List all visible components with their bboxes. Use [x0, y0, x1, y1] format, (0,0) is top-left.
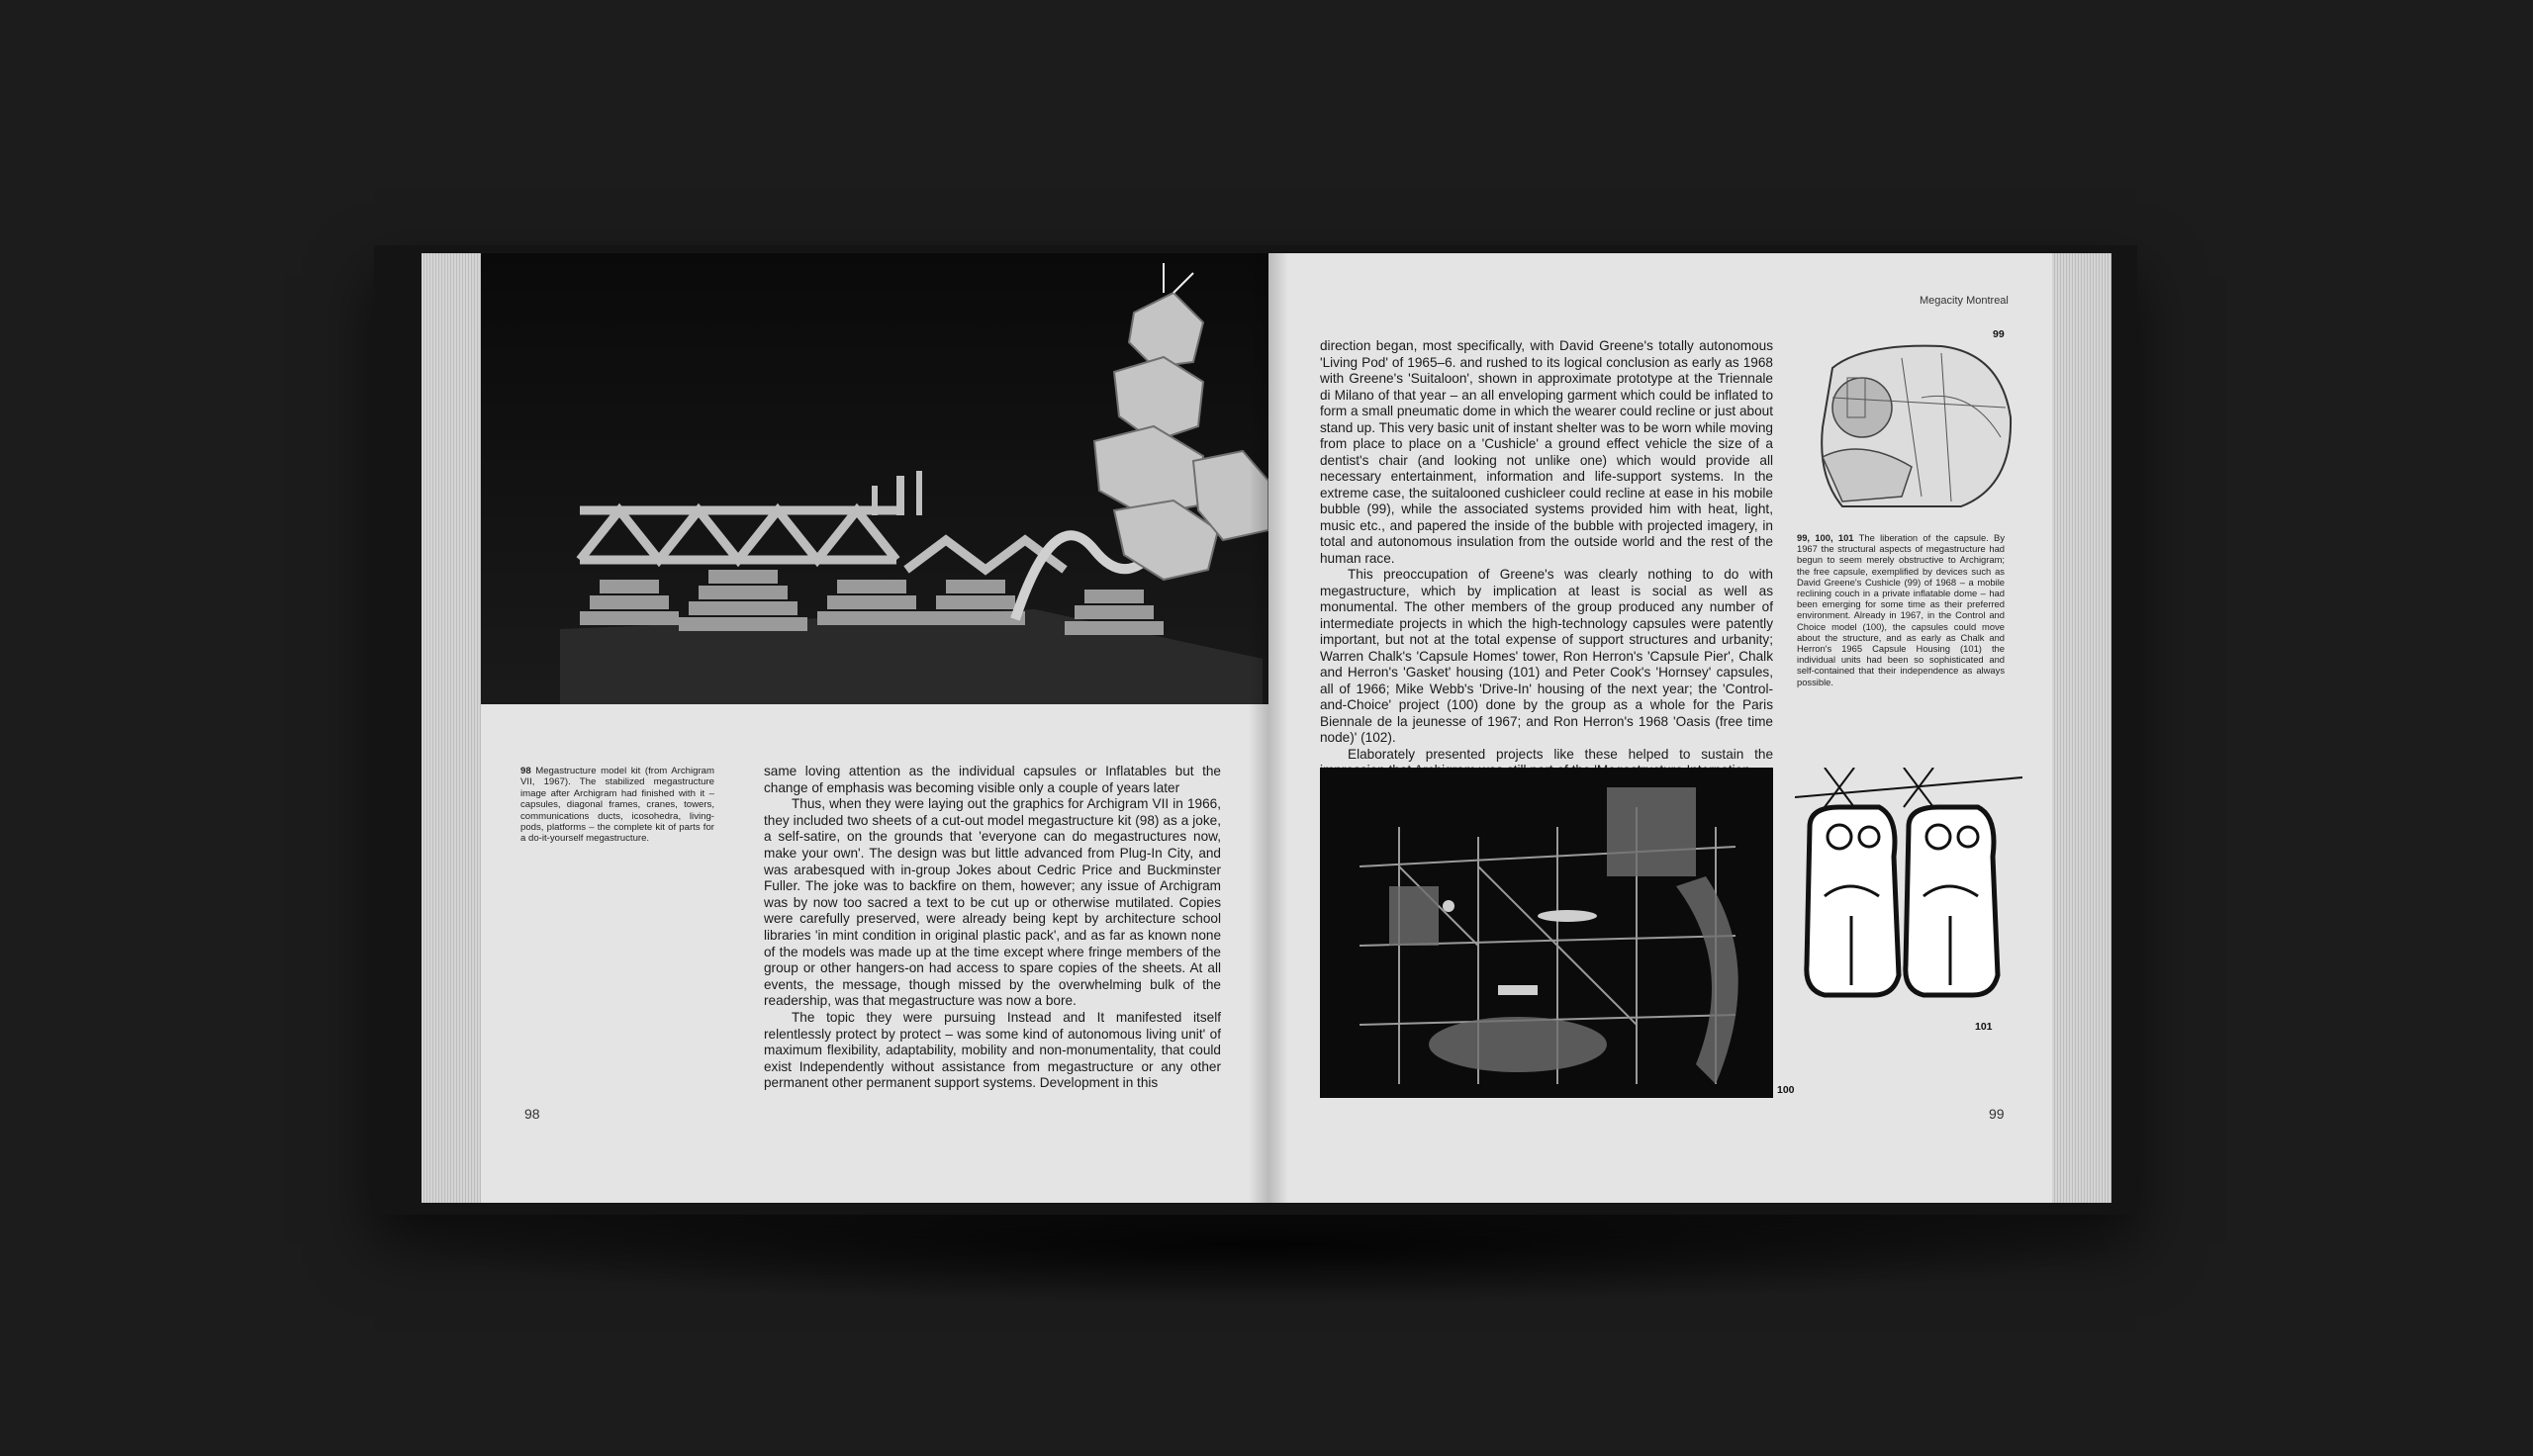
paragraph: This preoccupation of Greene's was clearly nothing to do with megastructure, which by implication at least is social as well as monumental. The other members of the group produced any number of intermediate projects in which the high-technology capsules were patently important, but not at the total expense of support structures and urbanity; Warren Chalk's 'Capsule Homes' tower, Ron Herron's 'Capsule Pier', Chalk and Herron's 'Gasket' housing (101) and Peter Cook's 'Hornsey' capsules, all of 1966; Mike Webb's 'Drive-In' housing of the next year; the 'Control-and-Choice' project (100) done by the group as a whole for the Paris Biennale de la jeunesse of 1967; and Ron Herron's 1968 'Oasis (free time node)' (102).	[1320, 567, 1773, 745]
capsule-housing-plan-drawing	[1795, 768, 2022, 1005]
paragraph: Elaborately presented projects like these helped to sustain the	[1348, 746, 1773, 762]
figure-100-label: 100	[1777, 1084, 1795, 1096]
right-page	[1268, 253, 2111, 1203]
figure-99-label: 99	[1993, 328, 2005, 340]
megastructure-model-illustration	[481, 253, 1268, 704]
page-number-left: 98	[524, 1106, 540, 1122]
running-head: Megacity Montreal	[1920, 295, 2009, 307]
book-gutter	[1249, 253, 1288, 1203]
control-and-choice-photo	[1320, 768, 1773, 1098]
caption-number: 99, 100, 101	[1797, 532, 1854, 543]
paragraph: same loving attention as the individual capsules or Inflatables but the change of emphasis was becoming visible only a couple of years later	[764, 764, 1221, 795]
megastructure-model-photo	[481, 253, 1268, 704]
left-page	[422, 253, 1268, 1203]
figure-101-label: 101	[1975, 1021, 1993, 1033]
left-page-edges	[422, 253, 481, 1203]
right-page-edges	[2052, 253, 2111, 1203]
control-and-choice-illustration	[1320, 768, 1773, 1098]
paragraph: The topic they were pursuing Instead and It manifested itself relentlessly protect by protect – was some kind of autonomous living unit' of maximum flexibility, adaptability, mobility and non-monumentality, that could exist Independently without assistance from megastructure or any other permanent other permanent support systems. Development in this	[764, 1009, 1221, 1091]
caption-text: The liberation of the capsule. By 1967 the structural aspects of megastructure had begun to seem merely obstructive to Archigram; the free capsule, exemplified by devices such as David Greene's Cushicle (99) of 1968 – a mobile reclining couch in a private inflatable dome – had been emerging for some time as their preferred environment. Already in 1967, in the Control and Choice model (100), the capsules could move about the structure, and as early as Chalk and Herron's 1965 Capsule Housing (101) the individual units had been so sophisticated and self-contained that their independence as always possible.	[1797, 532, 2006, 687]
left-body-text	[764, 764, 1221, 1092]
page-number-right: 99	[1989, 1106, 2005, 1122]
caption-number: 98	[520, 766, 531, 776]
cushicle-plan-drawing	[1803, 338, 2020, 516]
figure-98-caption	[520, 766, 714, 845]
figures-99-101-caption	[1797, 532, 2005, 687]
paragraph: direction began, most specifically, with David Greene's totally autonomous 'Living Pod' of 1965–6. and rushed to its logical conclusion as early as 1968 with Greene's 'Suitaloon', shown in approximate prototype at the Triennale di Milano of that year – an all enveloping garment which could be inflated to form a small pneumatic dome in which the wearer could recline or just about stand up. This very basic unit of instant shelter was to be worn while moving from place to place on a 'Cushicle' a ground effect vehicle the size of a dentist's chair (and looking not unlike one) which would provide all necessary entertainment, information and life-support systems. In the extreme case, the suitalooned cushicleer could recline at ease in his mobile bubble (99), while the associated systems provided him with heat, light, music etc., and papered the inside of the bubble with projected imagery, in total and autonomous insulation from the outside world and the rest of the human race.	[1320, 338, 1773, 566]
caption-text: Megastructure model kit (from Archigram VII, 1967). The stabilized megastructure image after Archigram had finished with it – capsules, diagonal frames, cranes, towers, communications ducts, icosohedra, living-pods, platforms – the complete kit of parts for a do-it-yourself megastructure.	[520, 766, 714, 845]
paragraph: Thus, when they were laying out the graphics for Archigram VII in 1966, they included two sheets of a cut-out model megastructure kit (98) as a joke, a self-satire, on the grounds that 'everyone can do megastructures now, make your own'. The design was but little advanced from Plug-In City, and was arabesqued with in-group Jokes about Cedric Price and Buckminster Fuller. The joke was to backfire on them, however; any issue of Archigram was by now too sacred a text to be cut up or otherwise mutilated. Copies were carefully preserved, were already being kept by architecture school libraries 'in mint condition in original plastic pack', and as far as known none of the models was made up at the time except where fringe members of the group or other hangers-on had access to spare copies of the sheets. At all events, the message, though missed by the overwhelming bulk of the readership, was that megastructure was now a bore.	[764, 796, 1221, 1009]
right-body-text	[1320, 338, 1773, 779]
